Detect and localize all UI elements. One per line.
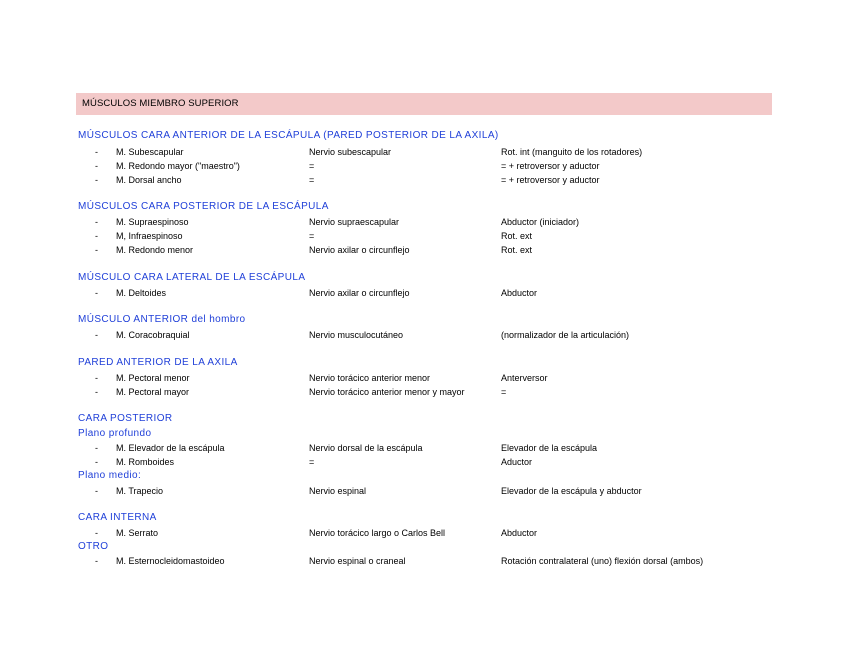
nerve-name: Nervio axilar o circunflejo: [309, 288, 410, 298]
nerve-name: Nervio espinal: [309, 486, 367, 496]
table-row: [0, 231, 848, 243]
muscle-function: Elevador de la escápula y abductor: [501, 486, 642, 496]
section-heading: PARED ANTERIOR DE LA AXILA: [78, 357, 238, 368]
row-bullet: -: [95, 288, 98, 298]
nerve-name: Nervio musculocutáneo: [309, 330, 404, 340]
table-row: [0, 387, 848, 399]
muscle-name: M. Serrato: [116, 528, 159, 538]
table-row: [0, 288, 848, 300]
row-bullet: -: [95, 217, 98, 227]
row-bullet: -: [95, 556, 98, 566]
table-row: [0, 486, 848, 498]
section-heading: OTRO: [78, 541, 109, 552]
row-bullet: -: [95, 245, 98, 255]
muscle-function: =: [501, 387, 507, 397]
nerve-name: =: [309, 231, 315, 241]
section-heading: Plano profundo: [78, 428, 152, 439]
row-bullet: -: [95, 175, 98, 185]
muscle-function: Rot. ext: [501, 245, 533, 255]
nerve-name: =: [309, 161, 315, 171]
muscle-name: M. Elevador de la escápula: [116, 443, 225, 453]
table-row: [0, 245, 848, 257]
muscle-function: Anterversor: [501, 373, 548, 383]
muscle-name: M. Pectoral menor: [116, 373, 190, 383]
row-bullet: -: [95, 443, 98, 453]
row-bullet: -: [95, 161, 98, 171]
muscle-function: Aductor: [501, 457, 533, 467]
table-row: [0, 528, 848, 540]
muscle-function: = + retroversor y aductor: [501, 161, 600, 171]
table-row: [0, 147, 848, 159]
section-heading: CARA INTERNA: [78, 512, 157, 523]
nerve-name: =: [309, 175, 315, 185]
table-row: [0, 330, 848, 342]
section-heading: MÚSCULOS CARA ANTERIOR DE LA ESCÁPULA (PARED POSTERIOR DE LA AXILA): [78, 130, 499, 141]
muscle-name: M. Pectoral mayor: [116, 387, 190, 397]
row-bullet: -: [95, 457, 98, 467]
table-row: [0, 175, 848, 187]
nerve-name: Nervio torácico anterior menor y mayor: [309, 387, 465, 397]
muscle-name: M, Infraespinoso: [116, 231, 183, 241]
table-row: [0, 556, 848, 568]
muscle-name: M. Supraespinoso: [116, 217, 189, 227]
muscle-name: M. Deltoides: [116, 288, 167, 298]
muscle-name: M. Redondo menor: [116, 245, 194, 255]
muscle-name: M. Trapecio: [116, 486, 164, 496]
muscle-function: Abductor: [501, 528, 538, 538]
row-bullet: -: [95, 486, 98, 496]
muscle-function: Rot. int (manguito de los rotadores): [501, 147, 643, 157]
nerve-name: Nervio dorsal de la escápula: [309, 443, 423, 453]
page-title: MÚSCULOS MIEMBRO SUPERIOR: [82, 98, 239, 109]
muscle-name: M. Redondo mayor ("maestro"): [116, 161, 240, 171]
nerve-name: Nervio subescapular: [309, 147, 392, 157]
muscle-function: (normalizador de la articulación): [501, 330, 630, 340]
muscle-function: Rot. ext: [501, 231, 533, 241]
muscle-name: M. Romboides: [116, 457, 175, 467]
muscle-name: M. Subescapular: [116, 147, 184, 157]
nerve-name: =: [309, 457, 315, 467]
muscle-function: Elevador de la escápula: [501, 443, 598, 453]
muscle-name: M. Dorsal ancho: [116, 175, 182, 185]
muscle-function: = + retroversor y aductor: [501, 175, 600, 185]
muscle-function: Abductor (iniciador): [501, 217, 580, 227]
muscle-name: M. Esternocleidomastoideo: [116, 556, 225, 566]
muscle-function: Rotación contralateral (uno) flexión dorsal (ambos): [501, 556, 704, 566]
row-bullet: -: [95, 373, 98, 383]
nerve-name: Nervio espinal o craneal: [309, 556, 406, 566]
table-row: [0, 217, 848, 229]
table-row: [0, 161, 848, 173]
nerve-name: Nervio axilar o circunflejo: [309, 245, 410, 255]
section-heading: CARA POSTERIOR: [78, 413, 173, 424]
section-heading: MÚSCULO ANTERIOR del hombro: [78, 314, 246, 325]
row-bullet: -: [95, 330, 98, 340]
table-row: [0, 373, 848, 385]
row-bullet: -: [95, 147, 98, 157]
muscle-function: Abductor: [501, 288, 538, 298]
section-heading: MÚSCULO CARA LATERAL DE LA ESCÁPULA: [78, 272, 306, 283]
row-bullet: -: [95, 387, 98, 397]
row-bullet: -: [95, 528, 98, 538]
row-bullet: -: [95, 231, 98, 241]
muscle-name: M. Coracobraquial: [116, 330, 190, 340]
nerve-name: Nervio torácico anterior menor: [309, 373, 431, 383]
table-row: [0, 443, 848, 455]
section-heading: MÚSCULOS CARA POSTERIOR DE LA ESCÁPULA: [78, 201, 329, 212]
table-row: [0, 457, 848, 469]
nerve-name: Nervio torácico largo o Carlos Bell: [309, 528, 446, 538]
nerve-name: Nervio supraescapular: [309, 217, 400, 227]
section-heading: Plano medio:: [78, 470, 142, 481]
